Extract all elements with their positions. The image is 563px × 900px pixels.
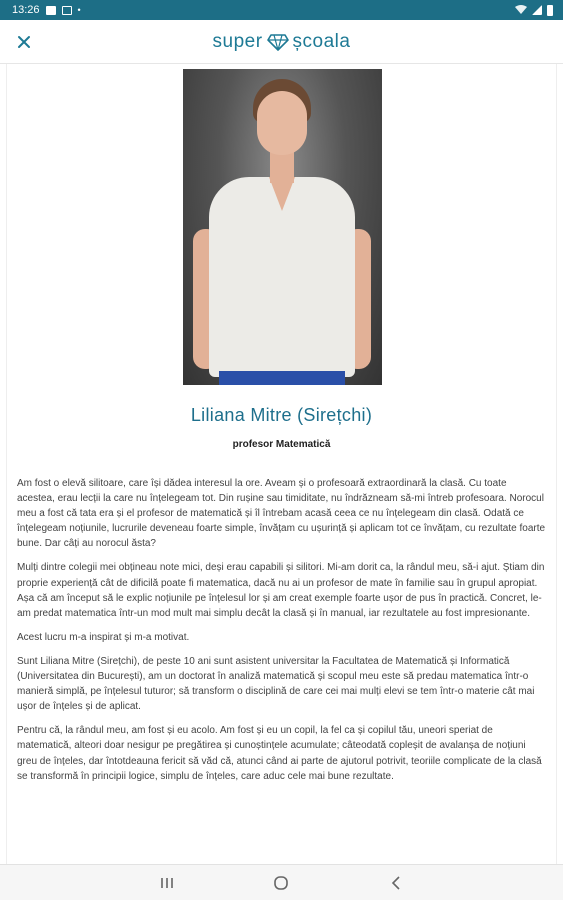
back-button[interactable] [381,868,411,898]
wifi-icon [515,5,527,15]
dot-icon: • [77,5,81,15]
bio-paragraph: Am fost o elevă silitoare, care își dădea interesul la ore. Aveam și o profesoară extraordinară la clasă. Cu toate acestea, erau lecții la care nu înțelegeam tot. Din rușine sau timiditate, nu îndrăzneam să-mi întreb profesoara. Norocul meu a fost că tata era și el profesor de matematică și îl întrebam acasă ceea ce nu înțelegeam din clasă. Odată ce înțelegeam noțiunile, lucrurile deveneau foarte simple, învățam cu ușurință și aplicam tot ce învățam, cu rezultate foarte bune. Dar câți au norocul ăsta? [17,478,546,550]
teacher-bio [17,476,547,793]
teacher-name: Liliana Mitre (Sirețchi) [190,405,373,425]
bio-paragraph: Sunt Liliana Mitre (Sirețchi), de peste 10 ani sunt asistent universitar la Facultatea de Matematică și Informatică (Universitatea din București), am un doctorat în analiză matematică și scopul meu este să predau matematica într-o manieră simplă, pe înțelesul tuturor; să transform o disciplină de care cei mai mulți elevi se tem într-o materie cât mai ușor de înțeles și de aplicat. [17,655,535,713]
logo-text-left: super [212,30,263,52]
signal-icon [532,5,542,15]
app-bar [0,20,563,64]
diamond-icon [267,32,289,52]
bio-paragraph: Acest lucru m-a inspirat și m-a motivat. [17,631,190,643]
bio-paragraph: Pentru că, la rândul meu, am fost și eu acolo. Am fost și eu un copil, la fel ca și copilul tău, uneori speriat de matematică, alteori doar nesigur pe pregătirea și cunoștințele acumulate; câteodată copleșit de avalanșa de noțiuni greu de înțeles, dar întotdeauna fericit să văd că, atunci când ai parte de ajutorul potrivit, teoriile complicate de la clasă se transformă în principii logice, simplu de înțeles, care aduc cele mai bune rezultate. [17,725,542,782]
status-right [515,5,553,16]
recent-apps-icon [160,877,174,889]
system-nav-bar [0,864,563,900]
close-button[interactable] [12,30,36,54]
image-icon [46,6,56,15]
back-icon [390,876,402,890]
battery-icon [547,5,553,16]
status-left [12,4,81,16]
recent-apps-button[interactable] [152,868,182,898]
home-button[interactable] [266,868,296,898]
profile-content[interactable] [0,64,563,864]
logo-text-right: școala [292,30,351,52]
close-icon [17,35,31,49]
app-logo [213,31,351,53]
teacher-photo [183,69,382,385]
bio-paragraph: Mulți dintre colegii mei obțineau note mici, deși erau capabili și silitori. Mi-am dorit ca, la rândul meu, să-i ajut. Știam din proprie experiență cât de dificilă poate fi matematica, dacă nu ai un profesor de mate în familie sau în grupul apropiat. Așa că am început să le explic noțiunile pe înțelesul lor și am creat exemple foarte ușor de pus în practică. Concret, le-am predat matematica într-un mod mult mai simplu decât la clasă și în manual, iar rezultatele au fost impresionante. [17,562,545,619]
status-bar [0,0,563,20]
mail-icon [62,6,72,15]
teacher-role: profesor Matematică [232,439,331,450]
home-icon [273,875,289,891]
status-time: 13:26 [12,4,40,16]
